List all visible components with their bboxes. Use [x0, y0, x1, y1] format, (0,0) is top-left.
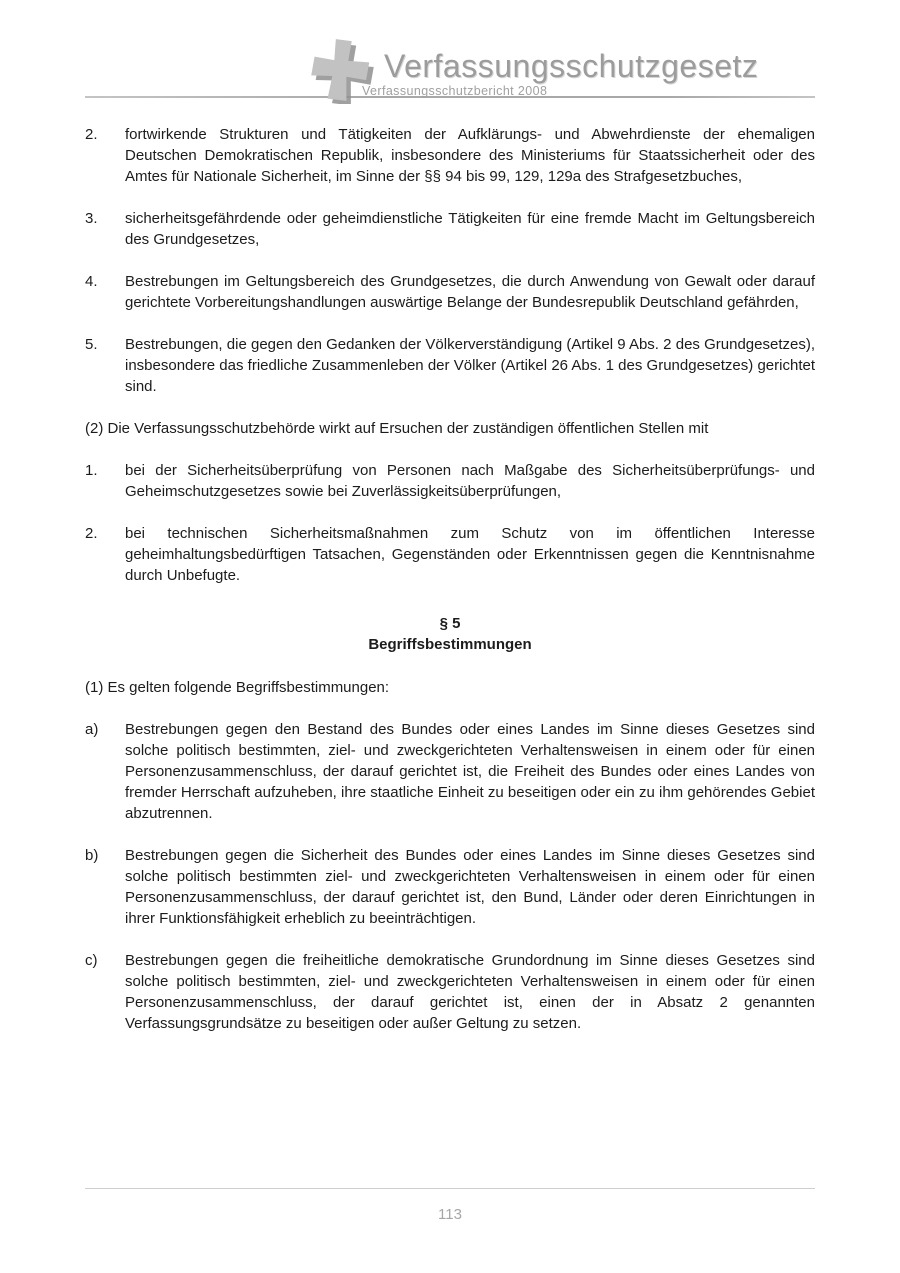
list-item-text: Bestrebungen, die gegen den Gedanken der Völkerverständigung (Artikel 9 Abs. 2 des Grundgesetzes), insbesondere das friedliche Zusammenleben der Völker (Artikel 26 Abs. 1 des Grundgesetzes) gerichtet sind. [125, 336, 815, 395]
list-item-text: Bestrebungen gegen die freiheitliche demokratische Grundordnung im Sinne dieses Gesetzes sind solche politisch bestimmten, ziel- und zweckgerichteten Verhaltensweisen in einem oder für einen Personenzusammenschluss, der darauf gerichtet ist, einen der in Absatz 2 genannten Verfassungsgrundsätze zu beseitigen oder außer Geltung zu setzen. [125, 952, 815, 1032]
list-item-marker: 4. [85, 273, 98, 290]
list-item-text: Bestrebungen gegen den Bestand des Bundes oder eines Landes im Sinne dieses Gesetzes sind solche politisch bestimmten, ziel- und zweckgerichteten Verhaltensweisen in einem oder für einen Personenzusammenschluss, der darauf gerichtet ist, die Freiheit des Bundes oder eines Landes von fremder Herrschaft aufzuheben, ihre staatliche Einheit zu beseitigen oder ein zu ihm gehörendes Gebiet abzutrennen. [125, 721, 815, 822]
lettered-list [85, 719, 815, 1034]
list-item [85, 124, 815, 187]
document-body [85, 124, 815, 1055]
section-heading [85, 613, 815, 655]
paragraph-1: (1) Es gelten folgende Begriffsbestimmungen: [85, 679, 390, 696]
page-number: 113 [438, 1206, 462, 1223]
list-item-marker: 2. [85, 126, 98, 143]
list-item [85, 845, 815, 929]
list-item-text: bei technischen Sicherheitsmaßnahmen zum Schutz von im öffentlichen Interesse geheimhaltungsbedürftigen Tatsachen, Gegenständen oder Erkenntnissen gegen die Kenntnisnahme durch Unbefugte. [125, 525, 815, 584]
section-number: § 5 [439, 615, 461, 632]
list-item [85, 523, 815, 586]
list-item-text: bei der Sicherheitsüberprüfung von Personen nach Maßgabe des Sicherheitsüberprüfungs- und Geheimschutzgesetzes sowie bei Zuverlässigkeitsüberprüfungen, [125, 462, 815, 500]
section-title: Begriffsbestimmungen [368, 636, 532, 653]
list-item-text: sicherheitsgefährdende oder geheimdienstliche Tätigkeiten für eine fremde Macht im Geltungsbereich des Grundgesetzes, [125, 210, 815, 248]
list-item-marker: 2. [85, 525, 98, 542]
list-item-marker: a) [85, 721, 99, 738]
page-title: Verfassungsschutzgesetz [384, 48, 759, 84]
list-item-marker: 1. [85, 462, 98, 479]
footer-divider [85, 1188, 815, 1189]
list-item [85, 271, 815, 313]
list-item [85, 208, 815, 250]
list-item-marker: 3. [85, 210, 98, 227]
list-item [85, 460, 815, 502]
numbered-list-1 [85, 124, 815, 397]
numbered-list-2 [85, 460, 815, 586]
list-item-marker: c) [85, 952, 98, 969]
page-subtitle: Verfassungsschutzbericht 2008 [362, 84, 548, 98]
list-item [85, 334, 815, 397]
list-item [85, 950, 815, 1034]
list-item-marker: 5. [85, 336, 98, 353]
list-item-text: fortwirkende Strukturen und Tätigkeiten der Aufklärungs- und Abwehrdienste der ehemaligen Deutschen Demokratischen Republik, insbesondere des Ministeriums für Staatssicherheit oder des Amtes für Nationale Sicherheit, im Sinne der §§ 94 bis 99, 129, 129a des Strafgesetzbuches, [125, 126, 815, 185]
list-item-text: Bestrebungen im Geltungsbereich des Grundgesetzes, die durch Anwendung von Gewalt oder darauf gerichtete Vorbereitungshandlungen auswärtige Belange der Bundesrepublik Deutschland gefährden, [125, 273, 815, 311]
list-item [85, 719, 815, 824]
list-item-marker: b) [85, 847, 99, 864]
paragraph-2: (2) Die Verfassungsschutzbehörde wirkt auf Ersuchen der zuständigen öffentlichen Stellen mit [85, 420, 709, 437]
list-item-text: Bestrebungen gegen die Sicherheit des Bundes oder eines Landes im Sinne dieses Gesetzes sind solche politisch bestimmten ziel- und zweckgerichteten Verhaltensweisen in einem oder für einen Personenzusammenschluss, der darauf gerichtet ist, den Bund, Länder oder deren Einrichtungen in ihrer Funktionsfähigkeit erheblich zu beeinträchtigen. [125, 847, 815, 927]
